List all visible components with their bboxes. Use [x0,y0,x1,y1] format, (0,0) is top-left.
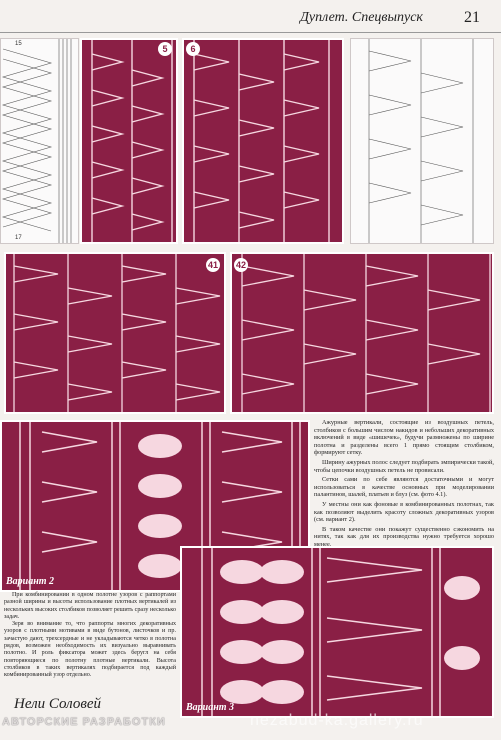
row-label-bottom: 17 [15,235,22,241]
watermark: nezabud-ka.gallery.ru [250,712,424,729]
article-text-right [314,419,494,551]
paragraph: Ажурные вертикали, состоящие из воздушных петель, столбиков с большим числом накидов и небольших декоративных включений в виде «шишечек», будучи размножены по ширине полотна и разделены всего 1 прямо стоящим столбиком, формируют сетку. [314,419,494,457]
lace-pattern [182,548,494,718]
crochet-chart-left [0,38,79,244]
sample-number-badge: 42 [235,260,246,270]
lace-pattern [184,40,344,244]
variant-2-label: Вариант 2 [6,576,55,587]
series-title: АВТОРСКИЕ РАЗРАБОТКИ [2,716,166,728]
lace-sample-41 [4,252,226,414]
paragraph: У местны они как фоновые в комбинированных полотнах, так как позволяют выделить красоту сложных декоративных узоров (см. вариант 2). [314,500,494,524]
crochet-chart-right [350,38,494,244]
sample-number-badge: 6 [186,42,200,56]
variant-3-label: Вариант 3 [186,702,235,713]
lace-sample-42 [230,252,494,414]
paragraph: Зеря во внимание то, что раппорты многих декоративных узоров с плотными мотивами в виде бутонов, листочков и пр. зачастую дают, трехсердные и не укладываются четко в полотна рядов, возможен необходимость их визуально выравнивать полотно. И роль фиксатора может здесь беругл на себя повторяющиеся по полотну плотные вертикали. Высота столбиков в таких вертикалях подбирается под каждый комбинированный узор отдельно. [4,621,176,679]
header-divider [0,32,501,33]
lace-pattern [82,40,178,244]
chart-symbols [1,39,79,244]
article-text-left [4,592,176,680]
variant-3-sample [180,546,494,718]
paragraph: Сетки сами по себе являются достаточными и могут использоваться в качестве основных при моделировании палантинов, шалей, платьев и блуз (см. фото 4.1). [314,476,494,499]
paragraph: Ширину ажурных полос следует подбирать эмпирически такой, чтобы цепочки воздушных петель не провисали. [314,458,494,474]
lace-pattern [232,254,494,414]
row-label-top: 15 [15,41,22,47]
chart-symbols [351,39,494,244]
lace-sample-5 [80,38,178,244]
paragraph: При комбинировании в одном полотне узоров с раппортами разной ширины и высоты использование плотных вертикалей из нескольких высоких столбиков позволяет решить сразу несколько задач. [4,592,176,620]
author-signature: Нели Соловей [14,696,102,712]
sample-number-badge: 5 [158,42,172,56]
sample-number-badge: 41 [207,260,218,270]
paragraph: В таком качестве они покажут существенно сэкономить на нитях, так как для их производства нужно требуется хорошо менее. [314,525,494,548]
page-number: 21 [464,9,480,26]
lace-sample-6 [182,38,344,244]
page-header-title: Дуплет. Спецвыпуск [300,10,423,25]
lace-pattern [6,254,226,414]
